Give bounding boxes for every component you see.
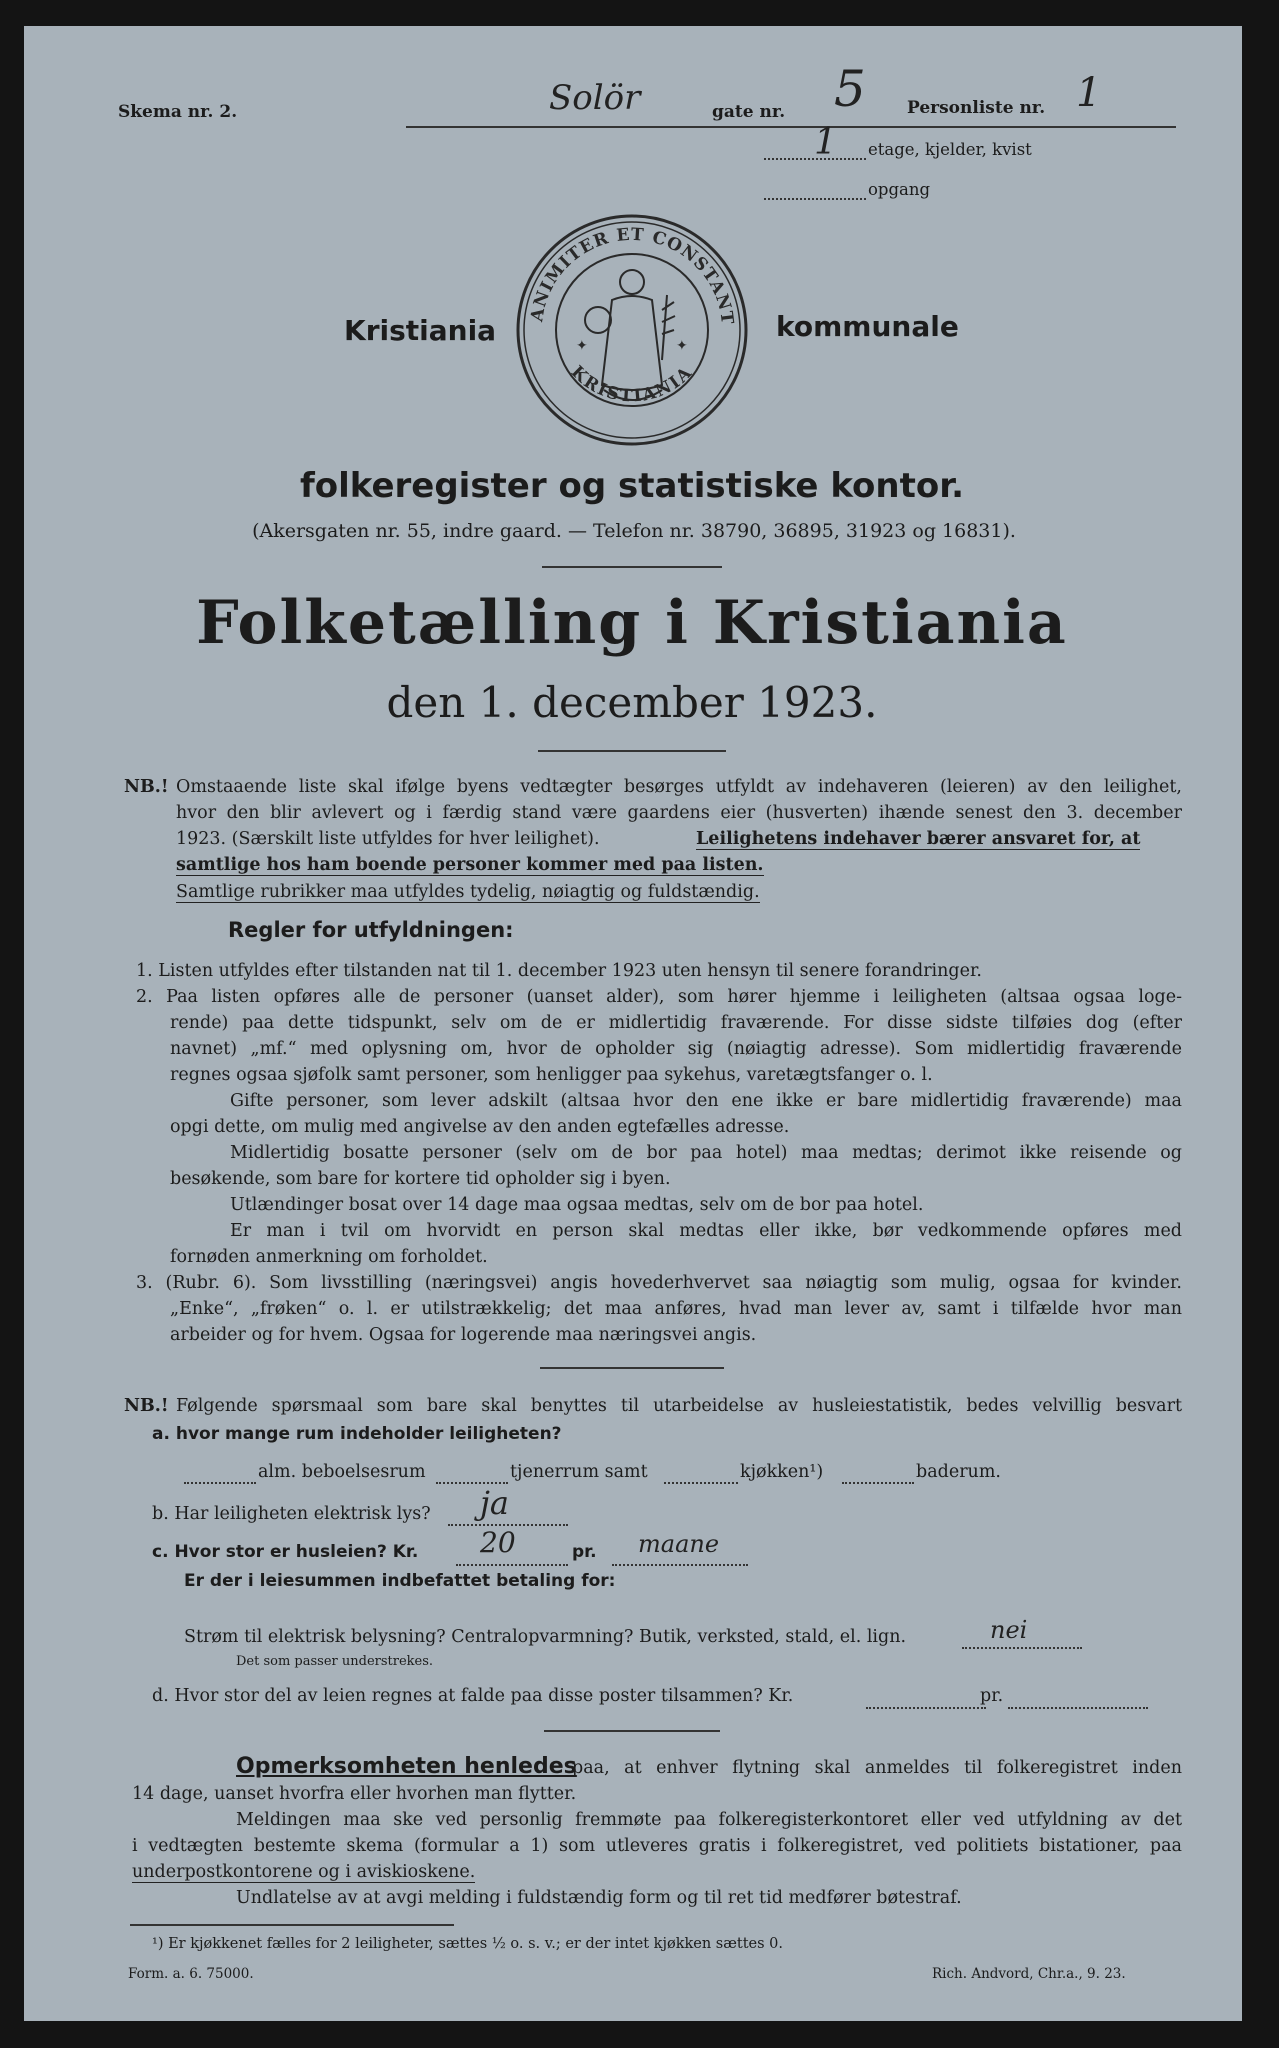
- nb2-a-alm: alm. beboelsesrum: [258, 1462, 426, 1482]
- divider-4: [544, 1730, 720, 1732]
- header-line: [406, 126, 1176, 128]
- nb1-line-1: Omstaaende liste skal ifølge byens vedtægter besørges utfyldt av indehaveren (leieren) av den leilighet,: [176, 777, 1182, 797]
- nb2-intro: Følgende spørsmaal som bare skal benyttes til utarbeidelse av husleiestatistik, bedes velvillig besvart: [176, 1396, 1182, 1416]
- title-sub: den 1. december 1923.: [386, 678, 878, 727]
- seal-top-text: ANIMITER ET CONSTANT: [527, 224, 738, 327]
- notice-line-6: Undlatelse av at avgi melding i fuldstændig form og til ret tid medfører bøtestraf.: [236, 1888, 962, 1908]
- field-kjokken: [664, 1480, 738, 1484]
- rule-line-3: rende) paa dette tidspunkt, selv om de er midlertidig fraværende. For disse sidste tilføies dog (efter: [170, 1013, 1182, 1033]
- gate-label: gate nr.: [712, 102, 786, 122]
- nb2-b: b. Har leiligheten elektrisk lys?: [152, 1504, 431, 1524]
- skema-number: Skema nr. 2.: [118, 102, 238, 122]
- seal-bottom-text: KRISTIANIA: [566, 362, 698, 407]
- footnote: ¹) Er kjøkkenet fælles for 2 leiligheter, sættes ½ o. s. v.; er der intet kjøkken sættes 0.: [152, 1936, 783, 1952]
- opgang-field: [764, 196, 866, 200]
- rule-line-15: arbeider og for hvem. Ogsaa for logerende maa næringsvei angis.: [170, 1325, 757, 1345]
- nb1-line-5: Samtlige rubrikker maa utfyldes tydelig, nøiagtig og fuldstændig.: [176, 882, 760, 902]
- nb2-inkl-note: Det som passer understrekes.: [236, 1654, 434, 1669]
- office-left: Kristiania: [344, 314, 497, 347]
- footnote-rule: [130, 1924, 454, 1926]
- rule-line-5: regnes ogsaa sjøfolk samt personer, som henligger paa sykehus, varetægtsfanger o. l.: [170, 1065, 933, 1085]
- nb1-line-4: samtlige hos ham boende personer kommer med paa listen.: [176, 855, 764, 875]
- notice-line-4: i vedtægten bestemte skema (formular a 1) som utleveres gratis i folkeregistret, ved politiets bistationer, paa: [132, 1836, 1182, 1856]
- rule-line-9: besøkende, som bare for kortere tid opholder sig i byen.: [170, 1169, 671, 1189]
- nb2-c-pr: pr.: [572, 1542, 597, 1562]
- field-husleie: [456, 1562, 568, 1566]
- notice-line-2: 14 dage, uanset hvorfra eller hvorhen man flytter.: [132, 1784, 577, 1804]
- nb1-line-3a: 1923. (Særskilt liste utfyldes for hver leilighet).: [176, 829, 600, 849]
- opgang-label: opgang: [868, 180, 931, 199]
- periode-handwritten: maane: [638, 1530, 720, 1558]
- field-d-pr: [1008, 1705, 1148, 1709]
- husleie-handwritten: 20: [480, 1526, 516, 1559]
- nb2-label: NB.!: [124, 1396, 169, 1416]
- rule-line-12: fornøden anmerkning om forholdet.: [170, 1247, 488, 1267]
- office-name: folkeregister og statistiske kontor.: [299, 466, 965, 506]
- notice-line-5: underpostkontorene og i aviskioskene.: [132, 1862, 476, 1882]
- form-number: Form. a. 6. 75000.: [128, 1966, 254, 1982]
- nb1-label: NB.!: [124, 777, 169, 797]
- rule-line-8: Midlertidig bosatte personer (selv om de bor paa hotel) maa medtas; derimot ikke reisende og: [230, 1143, 1182, 1163]
- title-main: Folketælling i Kristiania: [196, 588, 1068, 658]
- notice-line-1: paa, at enhver flytning skal anmeldes til folkeregistret inden: [572, 1758, 1182, 1778]
- nb2-a: a. hvor mange rum indeholder leiligheten?: [152, 1424, 562, 1444]
- divider-3: [540, 1367, 724, 1369]
- seal-icon: [512, 210, 752, 450]
- census-form-page: [24, 26, 1242, 2021]
- office-address: (Akersgaten nr. 55, indre gaard. — Telefon nr. 38790, 36895, 31923 og 16831).: [252, 520, 1016, 542]
- rule-line-1: 1. Listen utfyldes efter tilstanden nat til 1. december 1923 uten hensyn til senere forandringer.: [136, 961, 982, 981]
- rule-line-11: Er man i tvil om hvorvidt en person skal medtas eller ikke, bør vedkommende opføres med: [230, 1221, 1182, 1241]
- notice-heading: Opmerksomheten henledes: [236, 1754, 577, 1779]
- divider-1: [542, 566, 722, 568]
- notice-line-3: Meldingen maa ske ved personlig fremmøte paa folkeregisterkontoret eller ved utfyldning av det: [236, 1810, 1182, 1830]
- nb1-line-3b: Leilighetens indehaver bærer ansvaret for, at: [696, 829, 1141, 849]
- nb2-d-pr: pr.: [980, 1686, 1004, 1706]
- street-handwritten: Solör: [549, 78, 641, 118]
- field-inkl: [962, 1645, 1082, 1649]
- field-d-kr: [866, 1705, 986, 1709]
- rule-line-4: navnet) „mf.“ med oplysning om, hvor de opholder sig (nøiagtig adresse). Som midlertidig fraværende: [170, 1039, 1182, 1059]
- gate-number-handwritten: 5: [834, 60, 866, 118]
- rule-line-6: Gifte personer, som lever adskilt (altsaa hvor den ene ikke er bare midlertidig fraværende) maa: [230, 1091, 1182, 1111]
- kristiania-seal: [512, 210, 752, 450]
- field-baderum: [842, 1480, 914, 1484]
- nb2-a-kj: kjøkken¹): [740, 1462, 824, 1482]
- personliste-label: Personliste nr.: [907, 98, 1046, 118]
- etage-handwritten: 1: [814, 122, 837, 163]
- printer: Rich. Andvord, Chr.a., 9. 23.: [932, 1966, 1126, 1982]
- inkl-handwritten: nei: [990, 1616, 1028, 1644]
- svg-text:UNANIMITER ET CONSTANTER: [512, 210, 737, 326]
- rules-heading: Regler for utfyldningen:: [228, 918, 514, 942]
- rule-line-2: 2. Paa listen opføres alle de personer (uanset alder), som hører hjemme i leiligheten (altsaa ogsaa loge-: [136, 987, 1182, 1007]
- nb2-c: c. Hvor stor er husleien? Kr.: [152, 1542, 419, 1562]
- etage-label: etage, kjelder, kvist: [868, 140, 1032, 159]
- nb2-a-tjen: tjenerrum samt: [510, 1462, 648, 1482]
- divider-2: [538, 750, 726, 752]
- rule-line-13: 3. (Rubr. 6). Som livsstilling (næringsvei) angis hovederhvervet saa nøiagtig som mulig, ogsaa for kvinder.: [136, 1273, 1182, 1293]
- rule-line-10: Utlændinger bosat over 14 dage maa ogsaa medtas, selv om de bor paa hotel.: [230, 1195, 924, 1215]
- nb1-line-2: hvor den blir avlevert og i færdig stand være gaardens eier (husverten) ihænde senest den 3. december: [176, 803, 1182, 823]
- nb2-inkl-head: Er der i leiesummen indbefattet betaling for:: [184, 1571, 616, 1591]
- rule-line-14: „Enke“, „frøken“ o. l. er utilstrækkelig; det maa anføres, hvad man lever av, samt i tilfælde hvor man: [170, 1299, 1182, 1319]
- svg-text:✦: ✦: [576, 338, 588, 354]
- nb2-inkl-line: Strøm til elektrisk belysning? Centralopvarmning? Butik, verksted, stald, el. lign.: [184, 1627, 907, 1647]
- field-periode: [612, 1562, 748, 1566]
- field-alm: [184, 1480, 256, 1484]
- svg-text:✦: ✦: [676, 338, 688, 354]
- nb2-a-bad: baderum.: [916, 1462, 1001, 1482]
- elektrisk-handwritten: ja: [480, 1484, 509, 1522]
- rule-line-7: opgi dette, om mulig med angivelse av den anden egtefælles adresse.: [170, 1117, 790, 1137]
- nb2-d: d. Hvor stor del av leien regnes at falde paa disse poster tilsammen? Kr.: [152, 1686, 794, 1706]
- office-right: kommunale: [776, 310, 959, 343]
- personliste-handwritten: 1: [1076, 70, 1102, 116]
